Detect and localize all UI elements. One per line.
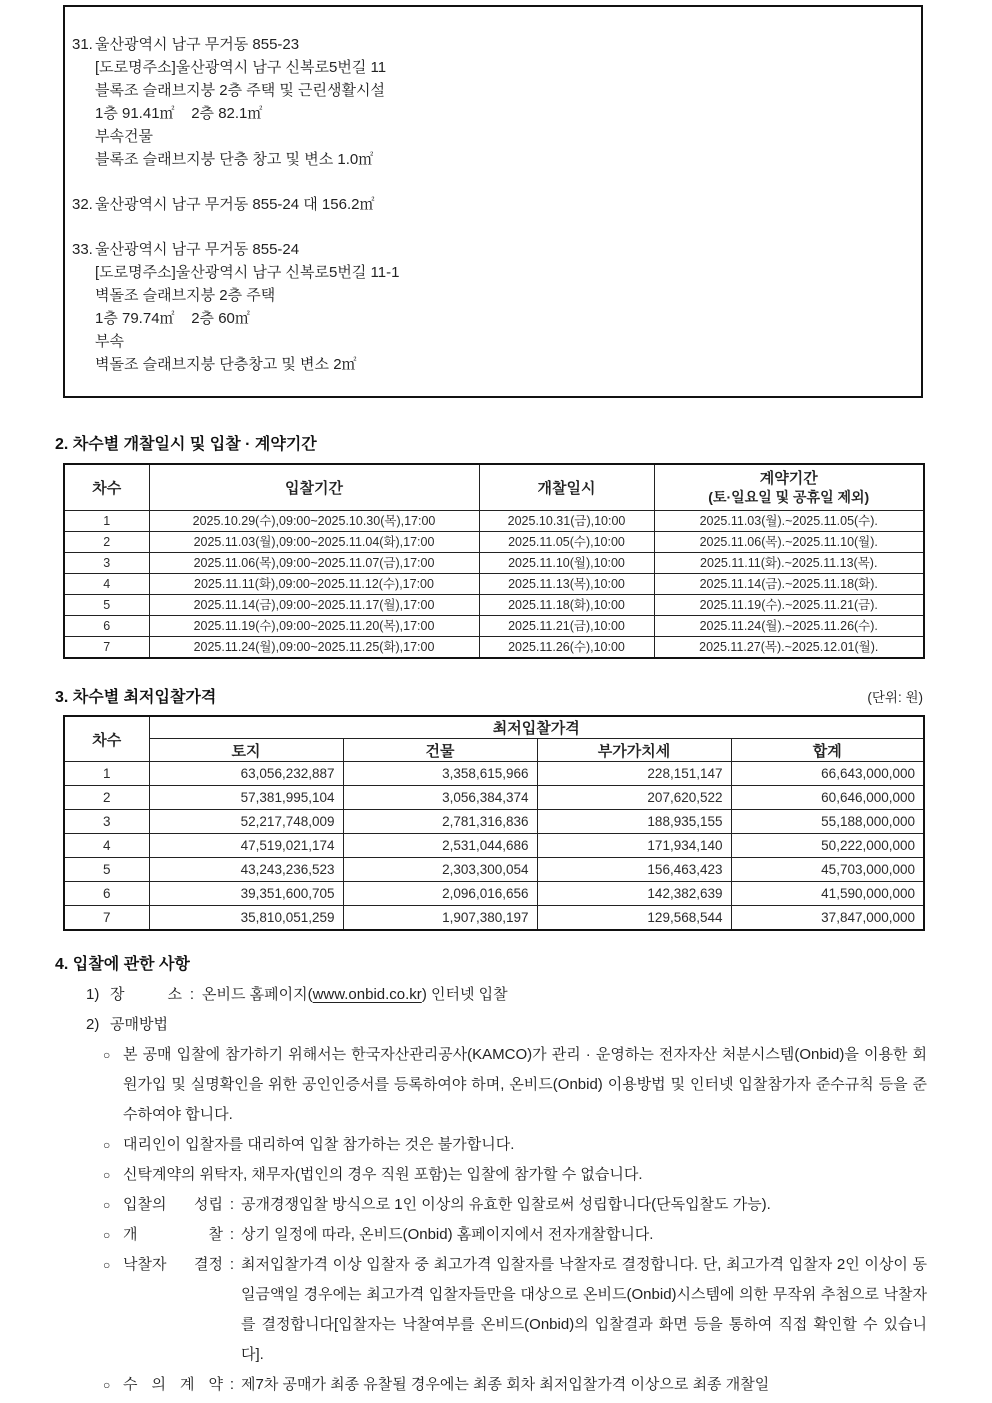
header-vat: 부가가치세 bbox=[537, 739, 731, 762]
open-datetime-cell: 2025.11.26(수),10:00 bbox=[479, 636, 654, 658]
open-datetime-cell: 2025.11.18(화),10:00 bbox=[479, 594, 654, 615]
colon: : bbox=[229, 1226, 235, 1243]
circle-bullet-icon: ○ bbox=[103, 1228, 111, 1242]
bid-term-text: 본 공매 입찰에 참가하기 위해서는 한국자산관리공사(KAMCO)가 관리 · 운영하는 전자자산 처분시스템(Onbid)을 이용한 회원가입 및 실명확인을 위한 공인인증서를 등록하여야 하며, 온비드(Onbid) 이용방법 및 인터넷 입찰참가자 준수규칙 등을 준수하여야 합니다. bbox=[123, 1046, 927, 1123]
contract-period-cell: 2025.11.03(월).~2025.11.05(수). bbox=[654, 510, 924, 531]
building-price-cell: 1,907,380,197 bbox=[343, 906, 537, 931]
listing-detail-line: 블록조 슬래브지붕 단층 창고 및 변소 1.0㎡ bbox=[95, 151, 374, 168]
building-price-cell: 2,781,316,836 bbox=[343, 810, 537, 834]
round-cell: 5 bbox=[64, 594, 149, 615]
vat-cell: 228,151,147 bbox=[537, 762, 731, 786]
listing-number: 31. bbox=[72, 36, 93, 53]
total-price-cell: 50,222,000,000 bbox=[731, 834, 924, 858]
building-price-cell: 3,358,615,966 bbox=[343, 762, 537, 786]
table-row bbox=[64, 552, 924, 573]
table-row bbox=[64, 531, 924, 552]
round-cell: 4 bbox=[64, 834, 149, 858]
place-text-before: 온비드 홈페이지( bbox=[202, 986, 313, 1003]
vat-cell: 129,568,544 bbox=[537, 906, 731, 931]
header-contract-period bbox=[654, 464, 924, 510]
place-text-after: ) 인터넷 입찰 bbox=[421, 986, 508, 1003]
listing-detail-line: [도로명주소]울산광역시 남구 신복로5번길 11-1 bbox=[95, 264, 400, 281]
total-price-cell: 66,643,000,000 bbox=[731, 762, 924, 786]
bid-term-item bbox=[55, 1040, 927, 1130]
table-row bbox=[64, 762, 924, 786]
bid-period-cell: 2025.11.06(목),09:00~2025.11.07(금),17:00 bbox=[149, 552, 479, 573]
round-cell: 1 bbox=[64, 510, 149, 531]
table-row bbox=[64, 510, 924, 531]
bid-term-label: 입찰의 성립 bbox=[123, 1196, 223, 1213]
round-cell: 6 bbox=[64, 615, 149, 636]
circle-bullet-icon: ○ bbox=[103, 1258, 111, 1272]
bid-schedule-header-row bbox=[64, 464, 924, 510]
circle-bullet-icon: ○ bbox=[103, 1198, 111, 1212]
round-cell: 4 bbox=[64, 573, 149, 594]
land-price-cell: 63,056,232,887 bbox=[149, 762, 343, 786]
table-row bbox=[64, 573, 924, 594]
land-price-cell: 35,810,051,259 bbox=[149, 906, 343, 931]
contract-period-cell: 2025.11.14(금).~2025.11.18(화). bbox=[654, 573, 924, 594]
table-row bbox=[64, 882, 924, 906]
contract-period-cell: 2025.11.19(수).~2025.11.21(금). bbox=[654, 594, 924, 615]
round-cell: 2 bbox=[64, 531, 149, 552]
header-open-datetime: 개찰일시 bbox=[479, 464, 654, 510]
round-cell: 3 bbox=[64, 810, 149, 834]
building-price-cell: 2,531,044,686 bbox=[343, 834, 537, 858]
property-listings-box bbox=[63, 5, 923, 398]
bid-term-item bbox=[55, 1190, 927, 1220]
minimum-price-table bbox=[63, 715, 925, 931]
total-price-cell: 55,188,000,000 bbox=[731, 810, 924, 834]
vat-cell: 156,463,423 bbox=[537, 858, 731, 882]
header-total: 합계 bbox=[731, 739, 924, 762]
circle-bullet-icon: ○ bbox=[103, 1048, 111, 1062]
bid-term-item bbox=[55, 1130, 927, 1160]
vat-cell: 207,620,522 bbox=[537, 786, 731, 810]
bid-method-row bbox=[55, 1010, 927, 1040]
round-cell: 7 bbox=[64, 906, 149, 931]
listing-detail-line: 1층 91.41㎡ 2층 82.1㎡ bbox=[95, 105, 263, 122]
listing-detail-line: 벽돌조 슬래브지붕 단층창고 및 변소 2㎡ bbox=[95, 356, 357, 373]
bid-method-label: 공매방법 bbox=[110, 1016, 168, 1033]
bid-term-item bbox=[55, 1220, 927, 1250]
bid-term-item bbox=[55, 1160, 927, 1190]
open-datetime-cell: 2025.10.31(금),10:00 bbox=[479, 510, 654, 531]
total-price-cell: 37,847,000,000 bbox=[731, 906, 924, 931]
listing-first-line bbox=[72, 33, 907, 56]
open-datetime-cell: 2025.11.21(금),10:00 bbox=[479, 615, 654, 636]
listing-detail-line: 벽돌조 슬래브지붕 2층 주택 bbox=[95, 287, 276, 304]
listing-first-line bbox=[72, 193, 907, 216]
round-cell: 7 bbox=[64, 636, 149, 658]
bid-term-label: 수 의 계 약 bbox=[123, 1376, 223, 1393]
bid-term-label: 개 찰 bbox=[123, 1226, 223, 1243]
round-cell: 1 bbox=[64, 762, 149, 786]
listing-detail-line: 블록조 슬래브지붕 2층 주택 및 근린생활시설 bbox=[95, 82, 386, 99]
item-number: 1) bbox=[86, 986, 100, 1003]
circle-bullet-icon: ○ bbox=[103, 1378, 111, 1392]
bid-period-cell: 2025.10.29(수),09:00~2025.10.30(목),17:00 bbox=[149, 510, 479, 531]
header-round: 차수 bbox=[64, 716, 149, 762]
section3-title: 3. 차수별 최저입찰가격 bbox=[55, 689, 217, 706]
total-price-cell: 60,646,000,000 bbox=[731, 786, 924, 810]
listing-number: 33. bbox=[72, 241, 93, 258]
contract-period-cell: 2025.11.06(목).~2025.11.10(월). bbox=[654, 531, 924, 552]
listing-title: 울산광역시 남구 무거동 855-23 bbox=[95, 36, 300, 53]
price-header-group-row bbox=[64, 716, 924, 739]
listing-first-line bbox=[72, 238, 907, 261]
bid-term-text: 최저입찰가격 이상 입찰자 중 최고가격 입찰자를 낙찰자로 결정합니다. 단, 최고가격 입찰자 2인 이상이 동일금액일 경우에는 최고가격 입찰자들만을 대상으로 온비드(Onbid)시스템에 의한 무작위 추첨으로 낙찰자를 결정합니다[입찰자는 낙찰여부를 온비드(Onbid)의 입찰결과 화면 등을 통하여 직접 확인할 수 있습니다]. bbox=[241, 1256, 927, 1363]
building-price-cell: 3,056,384,374 bbox=[343, 786, 537, 810]
colon: : bbox=[229, 1196, 235, 1213]
round-cell: 5 bbox=[64, 858, 149, 882]
vat-cell: 188,935,155 bbox=[537, 810, 731, 834]
header-building: 건물 bbox=[343, 739, 537, 762]
section4-title: 4. 입찰에 관한 사항 bbox=[55, 956, 190, 973]
bid-period-cell: 2025.11.14(금),09:00~2025.11.17(월),17:00 bbox=[149, 594, 479, 615]
header-round: 차수 bbox=[64, 464, 149, 510]
land-price-cell: 52,217,748,009 bbox=[149, 810, 343, 834]
open-datetime-cell: 2025.11.10(월),10:00 bbox=[479, 552, 654, 573]
bid-term-item bbox=[55, 1370, 927, 1400]
table-row bbox=[64, 858, 924, 882]
bid-period-cell: 2025.11.03(월),09:00~2025.11.04(화),17:00 bbox=[149, 531, 479, 552]
table-row bbox=[64, 906, 924, 931]
round-cell: 2 bbox=[64, 786, 149, 810]
bid-bullets bbox=[55, 1040, 927, 1400]
property-listing bbox=[72, 193, 907, 216]
section2-title: 2. 차수별 개찰일시 및 입찰 · 계약기간 bbox=[55, 436, 317, 453]
bid-terms-section bbox=[55, 950, 927, 1400]
header-bid-period: 입찰기간 bbox=[149, 464, 479, 510]
place-text bbox=[202, 980, 927, 1010]
bid-schedule-table bbox=[63, 463, 925, 659]
land-price-cell: 43,243,236,523 bbox=[149, 858, 343, 882]
building-price-cell: 2,303,300,054 bbox=[343, 858, 537, 882]
table-row bbox=[64, 786, 924, 810]
land-price-cell: 47,519,021,174 bbox=[149, 834, 343, 858]
contract-period-cell: 2025.11.27(목).~2025.12.01(월). bbox=[654, 636, 924, 658]
open-datetime-cell: 2025.11.05(수),10:00 bbox=[479, 531, 654, 552]
bid-period-cell: 2025.11.19(수),09:00~2025.11.20(목),17:00 bbox=[149, 615, 479, 636]
header-minimum-price-group: 최저입찰가격 bbox=[149, 716, 924, 739]
circle-bullet-icon: ○ bbox=[103, 1168, 111, 1182]
place-label: 장 소 bbox=[110, 986, 182, 1003]
listing-detail-line: 부속 bbox=[95, 333, 124, 350]
table-row bbox=[64, 834, 924, 858]
bid-term-text: 공개경쟁입찰 방식으로 1인 이상의 유효한 입찰로써 성립합니다(단독입찰도 가능). bbox=[241, 1196, 771, 1213]
bid-term-text: 제7차 공매가 최종 유찰될 경우에는 최종 회차 최저입찰가격 이상으로 최종 개찰일 bbox=[241, 1376, 770, 1393]
colon: : bbox=[229, 1256, 235, 1273]
total-price-cell: 45,703,000,000 bbox=[731, 858, 924, 882]
open-datetime-cell: 2025.11.13(목),10:00 bbox=[479, 573, 654, 594]
bid-period-cell: 2025.11.24(월),09:00~2025.11.25(화),17:00 bbox=[149, 636, 479, 658]
table-row bbox=[64, 636, 924, 658]
table-row bbox=[64, 615, 924, 636]
building-price-cell: 2,096,016,656 bbox=[343, 882, 537, 906]
land-price-cell: 57,381,995,104 bbox=[149, 786, 343, 810]
bid-term-text: 상기 일정에 따라, 온비드(Onbid) 홈페이지에서 전자개찰합니다. bbox=[241, 1226, 654, 1243]
bid-period-cell: 2025.11.11(화),09:00~2025.11.12(수),17:00 bbox=[149, 573, 479, 594]
bid-term-item bbox=[55, 1250, 927, 1370]
header-contract-line1: 계약기간 bbox=[759, 470, 818, 488]
colon: : bbox=[189, 986, 195, 1003]
header-contract-line2: (토·일요일 및 공휴일 제외) bbox=[708, 489, 870, 506]
table-row bbox=[64, 594, 924, 615]
round-cell: 6 bbox=[64, 882, 149, 906]
contract-period-cell: 2025.11.11(화).~2025.11.13(목). bbox=[654, 552, 924, 573]
property-listings bbox=[72, 33, 907, 376]
total-price-cell: 41,590,000,000 bbox=[731, 882, 924, 906]
bid-place-row bbox=[55, 980, 927, 1010]
onbid-url-link[interactable]: www.onbid.co.kr bbox=[312, 986, 422, 1003]
listing-number: 32. bbox=[72, 196, 93, 213]
bid-term-label: 낙찰자 결정 bbox=[123, 1256, 223, 1273]
bid-term-text: 대리인이 입찰자를 대리하여 입찰 참가하는 것은 불가합니다. bbox=[123, 1136, 515, 1153]
listing-detail-line: 부속건물 bbox=[95, 128, 153, 145]
listing-detail-line: [도로명주소]울산광역시 남구 신복로5번길 11 bbox=[95, 59, 387, 76]
listing-title: 울산광역시 남구 무거동 855-24 bbox=[95, 241, 300, 258]
header-land: 토지 bbox=[149, 739, 343, 762]
contract-period-cell: 2025.11.24(월).~2025.11.26(수). bbox=[654, 615, 924, 636]
circle-bullet-icon: ○ bbox=[103, 1138, 111, 1152]
unit-label: (단위: 원) bbox=[867, 690, 923, 705]
vat-cell: 142,382,639 bbox=[537, 882, 731, 906]
property-listing bbox=[72, 33, 907, 171]
listing-detail-line: 1층 79.74㎡ 2층 60㎡ bbox=[95, 310, 250, 327]
vat-cell: 171,934,140 bbox=[537, 834, 731, 858]
property-listing bbox=[72, 238, 907, 376]
colon: : bbox=[229, 1376, 235, 1393]
listing-title: 울산광역시 남구 무거동 855-24 대 156.2㎡ bbox=[95, 196, 375, 213]
item-number: 2) bbox=[86, 1016, 100, 1033]
table-row bbox=[64, 810, 924, 834]
price-header-row bbox=[64, 739, 924, 762]
land-price-cell: 39,351,600,705 bbox=[149, 882, 343, 906]
round-cell: 3 bbox=[64, 552, 149, 573]
bid-term-text: 신탁계약의 위탁자, 채무자(법인의 경우 직원 포함)는 입찰에 참가할 수 없습니다. bbox=[123, 1166, 643, 1183]
